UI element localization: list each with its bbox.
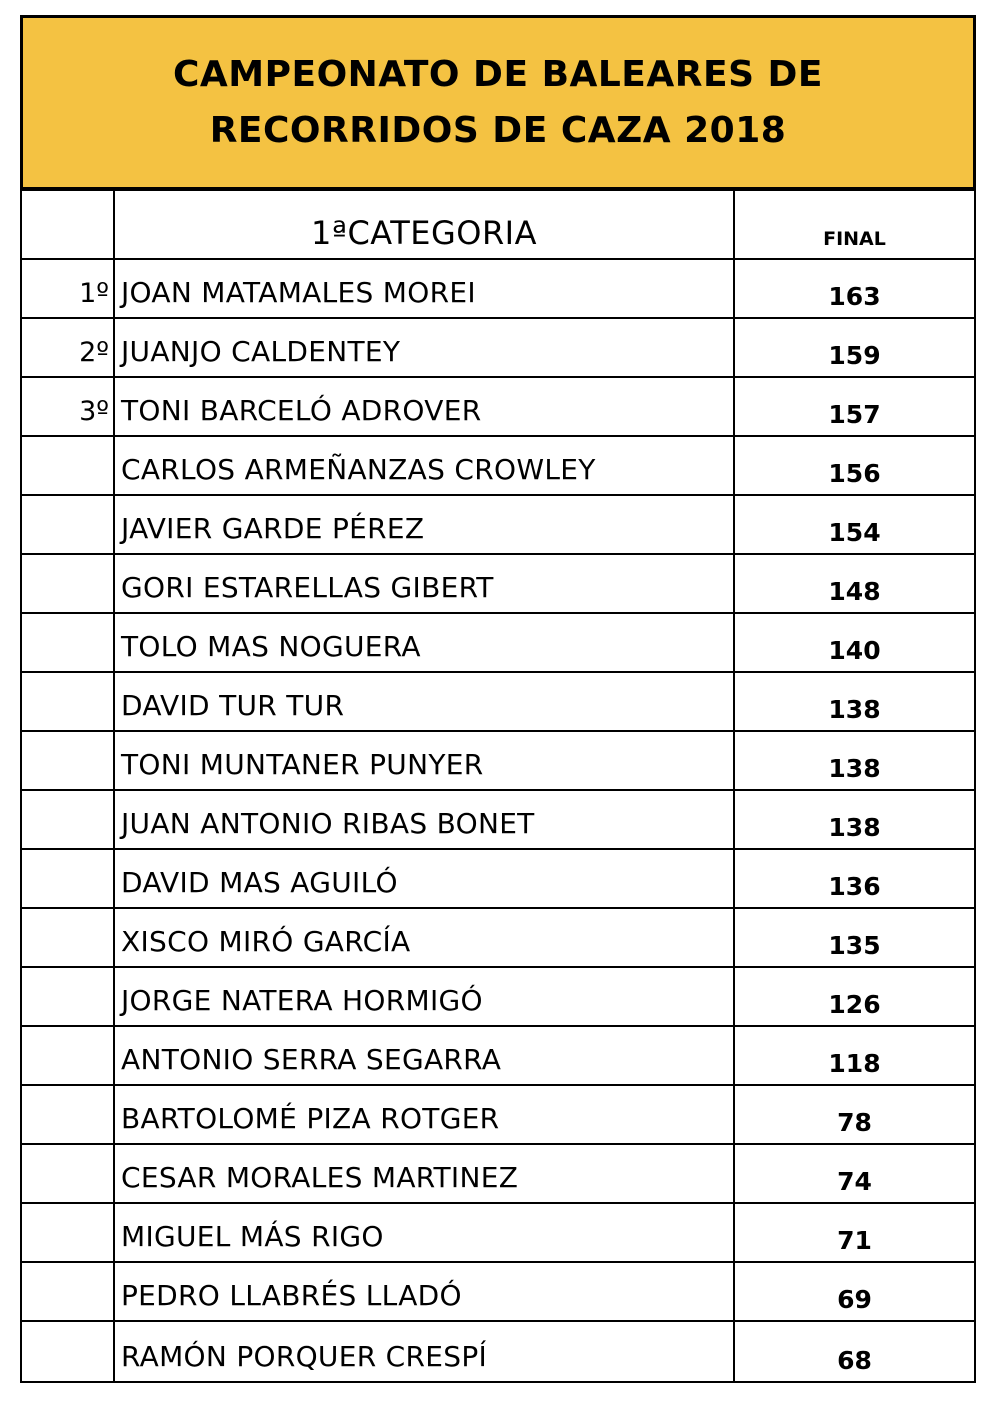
rank-cell xyxy=(22,673,115,730)
header-final: FINAL xyxy=(823,228,886,250)
final-score-cell: 138 xyxy=(828,695,881,724)
table-row xyxy=(22,1145,974,1204)
final-score-cell: 138 xyxy=(828,813,881,842)
rank-cell: 2º xyxy=(22,319,115,376)
rank-cell xyxy=(22,1086,115,1143)
table-row xyxy=(22,1204,974,1263)
final-score-cell: 163 xyxy=(828,282,881,311)
rank-cell xyxy=(22,1322,115,1381)
competitor-name-cell: JORGE NATERA HORMIGÓ xyxy=(115,968,735,1025)
rank-cell xyxy=(22,614,115,671)
competitor-name-cell: ANTONIO SERRA SEGARRA xyxy=(115,1027,735,1084)
competitor-name-cell: TONI BARCELÓ ADROVER xyxy=(115,378,735,435)
competitor-name-cell: CESAR MORALES MARTINEZ xyxy=(115,1145,735,1202)
table-row xyxy=(22,614,974,673)
table-row xyxy=(22,968,974,1027)
final-score-cell: 68 xyxy=(837,1346,872,1375)
competitor-name-cell: JUAN ANTONIO RIBAS BONET xyxy=(115,791,735,848)
competitor-name-cell: DAVID TUR TUR xyxy=(115,673,735,730)
competitor-name-cell: PEDRO LLABRÉS LLADÓ xyxy=(115,1263,735,1320)
final-score-cell: 154 xyxy=(828,518,881,547)
table-row xyxy=(22,437,974,496)
final-score-cell: 136 xyxy=(828,872,881,901)
rank-cell xyxy=(22,791,115,848)
rank-cell xyxy=(22,496,115,553)
rank-cell xyxy=(22,909,115,966)
table-row xyxy=(22,732,974,791)
results-table xyxy=(20,191,976,1383)
table-row xyxy=(22,378,974,437)
competitor-name-cell: XISCO MIRÓ GARCÍA xyxy=(115,909,735,966)
table-row xyxy=(22,260,974,319)
table-row xyxy=(22,496,974,555)
competitor-name-cell: JOAN MATAMALES MOREI xyxy=(115,260,735,317)
final-score-cell: 138 xyxy=(828,754,881,783)
competitor-name-cell: JUANJO CALDENTEY xyxy=(115,319,735,376)
final-score-cell: 140 xyxy=(828,636,881,665)
final-score-cell: 156 xyxy=(828,459,881,488)
table-row xyxy=(22,909,974,968)
table-row xyxy=(22,1027,974,1086)
page-title: CAMPEONATO DE BALEARES DE RECORRIDOS DE CAZA 2018 xyxy=(172,53,824,151)
competitor-name-cell: GORI ESTARELLAS GIBERT xyxy=(115,555,735,612)
rank-cell xyxy=(22,1204,115,1261)
final-score-cell: 159 xyxy=(828,341,881,370)
competitor-name-cell: JAVIER GARDE PÉREZ xyxy=(115,496,735,553)
header-position-cell xyxy=(22,191,115,258)
rank-cell xyxy=(22,437,115,494)
table-row xyxy=(22,1322,974,1381)
rank-cell xyxy=(22,1027,115,1084)
table-row xyxy=(22,850,974,909)
final-score-cell: 126 xyxy=(828,990,881,1019)
table-row xyxy=(22,1086,974,1145)
competitor-name-cell: RAMÓN PORQUER CRESPÍ xyxy=(115,1322,735,1381)
rank-cell xyxy=(22,555,115,612)
header-category: 1ªCATEGORIA xyxy=(115,191,735,258)
final-score-cell: 74 xyxy=(837,1167,872,1196)
rank-cell: 1º xyxy=(22,260,115,317)
final-score-cell: 157 xyxy=(828,400,881,429)
competitor-name-cell: MIGUEL MÁS RIGO xyxy=(115,1204,735,1261)
competitor-name-cell: TONI MUNTANER PUNYER xyxy=(115,732,735,789)
final-score-cell: 78 xyxy=(837,1108,872,1137)
final-score-cell: 118 xyxy=(828,1049,881,1078)
title-banner xyxy=(20,15,976,191)
competitor-name-cell: BARTOLOMÉ PIZA ROTGER xyxy=(115,1086,735,1143)
table-row xyxy=(22,673,974,732)
rank-cell xyxy=(22,850,115,907)
rank-cell xyxy=(22,732,115,789)
table-row xyxy=(22,319,974,378)
final-score-cell: 69 xyxy=(837,1285,872,1314)
final-score-cell: 148 xyxy=(828,577,881,606)
final-score-cell: 71 xyxy=(837,1226,872,1255)
competitor-name-cell: DAVID MAS AGUILÓ xyxy=(115,850,735,907)
rank-cell: 3º xyxy=(22,378,115,435)
table-row xyxy=(22,791,974,850)
competitor-name-cell: CARLOS ARMEÑANZAS CROWLEY xyxy=(115,437,735,494)
final-score-cell: 135 xyxy=(828,931,881,960)
competitor-name-cell: TOLO MAS NOGUERA xyxy=(115,614,735,671)
table-row xyxy=(22,555,974,614)
rank-cell xyxy=(22,1145,115,1202)
table-row xyxy=(22,1263,974,1322)
rank-cell xyxy=(22,968,115,1025)
rank-cell xyxy=(22,1263,115,1320)
table-header-row xyxy=(22,191,974,260)
results-sheet xyxy=(20,15,976,1383)
